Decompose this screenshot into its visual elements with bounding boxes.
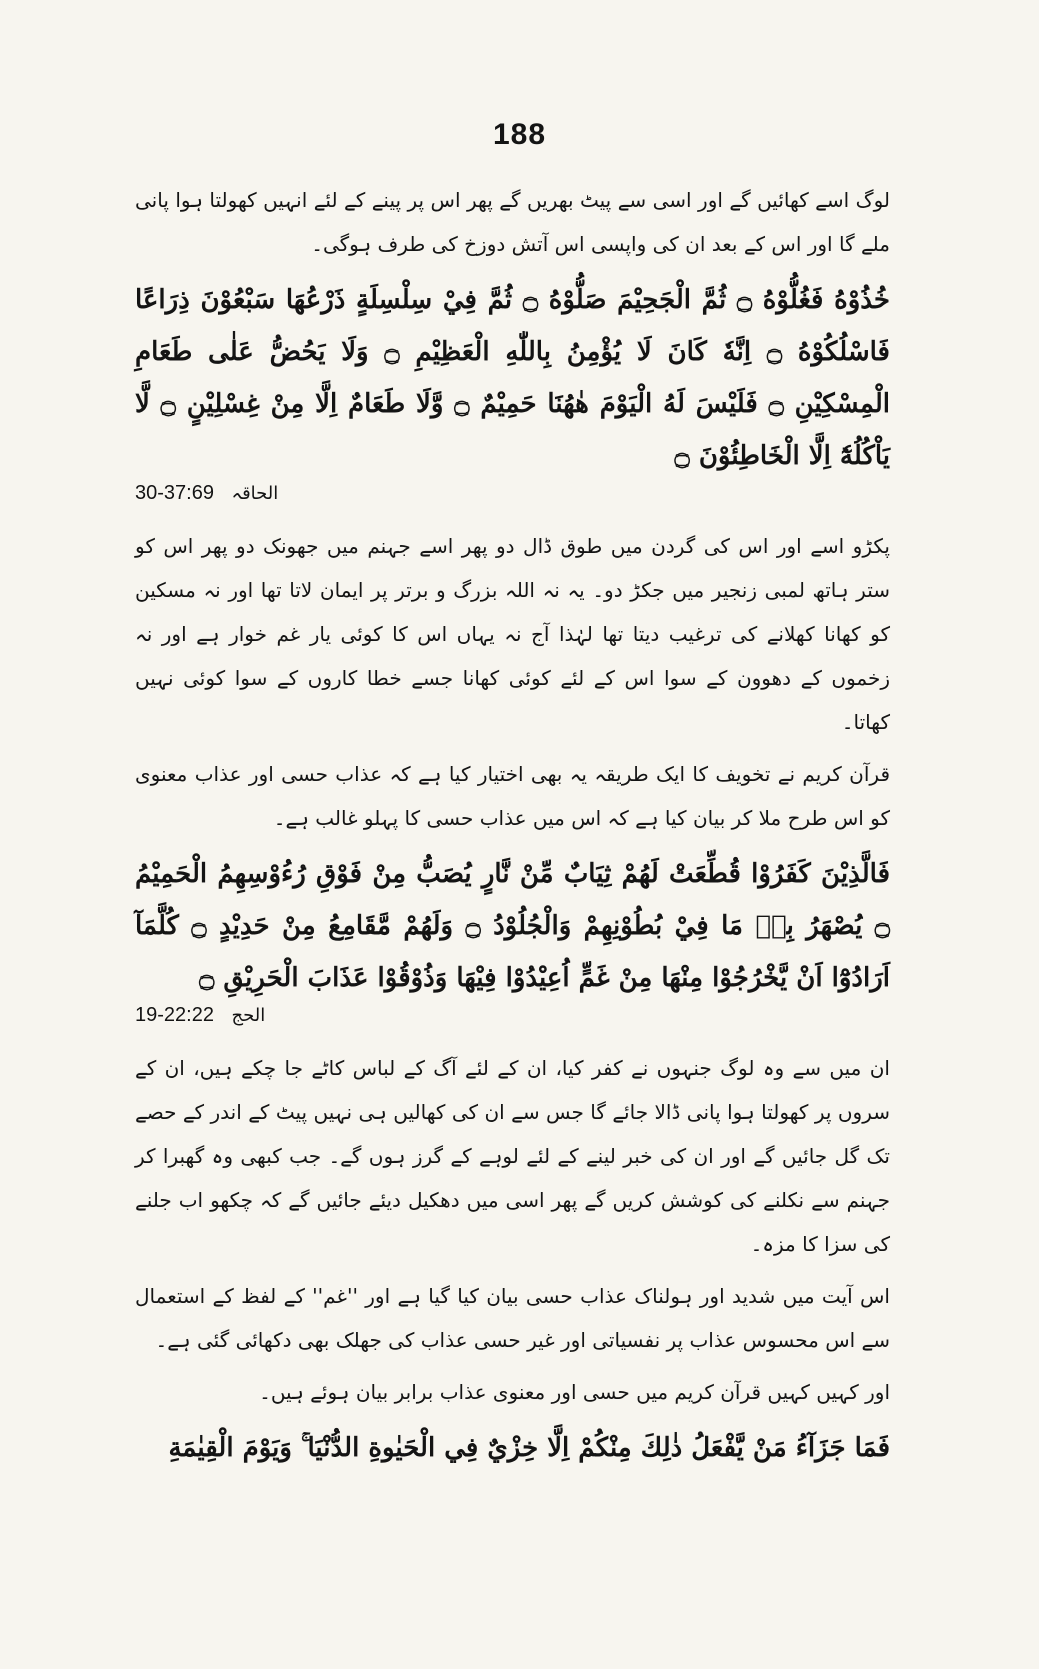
quran-verse-3: فَمَا جَزَآءُ مَنْ يَّفْعَلُ ذٰلِكَ مِنْكُمْ اِلَّا خِزْيٌ فِي الْحَيٰوةِ الدُّنْيَا ۚ وَيَوْمَ الْقِيٰمَةِ bbox=[168, 1433, 890, 1463]
quran-verse-2: فَالَّذِيْنَ كَفَرُوْا قُطِّعَتْ لَهُمْ ثِيَابٌ مِّنْ نَّارٍ يُصَبُّ مِنْ فَوْقِ رُءُوْسِهِمُ الْحَمِيْمُ ۝ يُصْهَرُ بِهٖ مَا فِيْ بُطُوْنِهِمْ وَالْجُلُوْدُ ۝ وَلَهُمْ مَّقَامِعُ مِنْ حَدِيْدٍ ۝ كُلَّمَآ اَرَادُوْٓا اَنْ يَّخْرُجُوْا مِنْهَا مِنْ غَمٍّ اُعِيْدُوْا فِيْهَا وَذُوْقُوْا عَذَابَ الْحَرِيْقِ ۝ bbox=[135, 859, 890, 993]
page-content bbox=[135, 178, 890, 1474]
verse-reference-1 bbox=[135, 482, 890, 512]
verse-reference-numbers: 19-22:22 bbox=[135, 1004, 214, 1026]
verse-reference-2 bbox=[135, 1004, 890, 1034]
page-number: 188 bbox=[492, 118, 547, 151]
urdu-paragraph-2: پکڑو اسے اور اس کی گردن میں طوق ڈال دو پھر اسے جہنم میں جھونک دو پھر اس کو ستر ہاتھ لمبی زنجیر میں جکڑ دو۔ یہ نہ اللہ بزرگ و برتر پر ایمان لاتا تھا اور نہ مسکین کو کھانا کھلانے کی ترغیب دیتا تھا لہٰذا آج نہ یہاں اس کا کوئی یار غم خوار ہے اور نہ زخموں کے دھوون کے سوا اس کے لئے کوئی کھانا جسے خطا کاروں کے سوا کوئی نہیں کھاتا۔ bbox=[135, 534, 890, 734]
urdu-paragraph-3: قرآن کریم نے تخویف کا ایک طریقہ یہ بھی اختیار کیا ہے کہ عذاب حسی اور عذاب معنوی کو اس طرح ملا کر بیان کیا ہے کہ اس میں عذاب حسی کا پہلو غالب ہے۔ bbox=[135, 762, 891, 830]
verse-reference-numbers: 30-37:69 bbox=[135, 482, 214, 504]
urdu-paragraph-1: لوگ اسے کھائیں گے اور اسی سے پیٹ بھریں گے پھر اس پر پینے کے لئے انہیں کھولتا ہوا پانی ملے گا اور اس کے بعد ان کی واپسی اس آتش دوزخ کی طرف ہوگی۔ bbox=[135, 188, 890, 256]
urdu-paragraph-6: اور کہیں کہیں قرآن کریم میں حسی اور معنوی عذاب برابر بیان ہوئے ہیں۔ bbox=[259, 1380, 890, 1404]
verse-reference-surah: الحج bbox=[231, 1005, 266, 1026]
urdu-paragraph-5: اس آیت میں شدید اور ہولناک عذاب حسی بیان کیا گیا ہے اور ''غم'' کے لفظ کے استعمال سے اس محسوس عذاب پر نفسیاتی اور غیر حسی عذاب کی جھلک بھی دکھائی گئی ہے۔ bbox=[135, 1284, 890, 1352]
urdu-paragraph-4: ان میں سے وہ لوگ جنہوں نے کفر کیا، ان کے لئے آگ کے لباس کاٹے جا چکے ہیں، ان کے سروں پر کھولتا ہوا پانی ڈالا جائے گا جس سے ان کی کھالیں ہی نہیں پیٹ کے اندر کے حصے تک گل جائیں گے اور ان کی خبر لینے کے لئے لوہے کے گرز ہوں گے۔ جب کبھی وہ گھبرا کر جہنم سے نکلنے کی کوشش کریں گے پھر اسی میں دھکیل دیئے جائیں گے کہ چکھو اب جلنے کی سزا کا مزہ۔ bbox=[135, 1056, 890, 1256]
verse-reference-surah: الحاقہ bbox=[231, 483, 279, 504]
quran-verse-1: خُذُوْهُ فَغُلُّوْهُ ۝ ثُمَّ الْجَحِيْمَ صَلُّوْهُ ۝ ثُمَّ فِيْ سِلْسِلَةٍ ذَرْعُهَا سَبْعُوْنَ ذِرَاعًا فَاسْلُكُوْهُ ۝ اِنَّهٗ كَانَ لَا يُؤْمِنُ بِاللّٰهِ الْعَظِيْمِ ۝ وَلَا يَحُضُّ عَلٰى طَعَامِ الْمِسْكِيْنِ ۝ فَلَيْسَ لَهُ الْيَوْمَ هٰهُنَا حَمِيْمٌ ۝ وَّلَا طَعَامٌ اِلَّا مِنْ غِسْلِيْنٍ ۝ لَّا يَاْكُلُهٗٓ اِلَّا الْخَاطِئُوْنَ ۝ bbox=[135, 285, 891, 471]
